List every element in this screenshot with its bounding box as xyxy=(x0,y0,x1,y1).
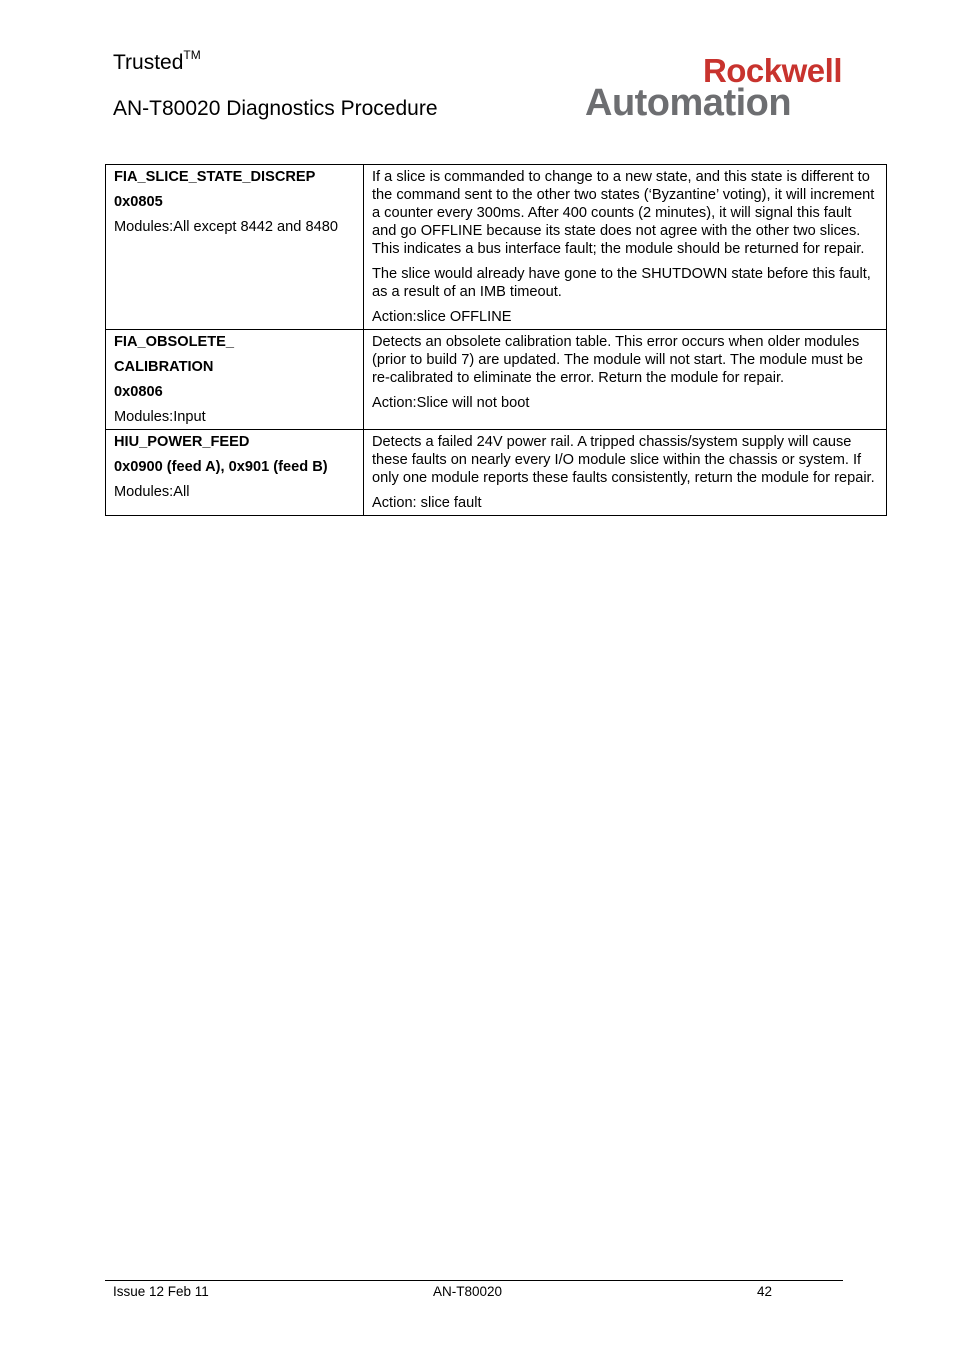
fault-action: Action: slice fault xyxy=(372,495,482,511)
footer-issue: Issue 12 Feb 11 xyxy=(113,1284,209,1299)
table-row xyxy=(106,165,887,330)
fault-code-cell xyxy=(106,165,364,330)
fault-name: HIU_POWER_FEED xyxy=(114,434,250,450)
fault-action: Action:slice OFFLINE xyxy=(372,309,512,325)
fault-description-paragraph: If a slice is commanded to change to a new state, and this state is different to the command sent to the other two states (‘Byzantine’ voting), it will increment a counter every 300ms. After 400 counts (2 minutes), it will signal this fault and go OFFLINE because its state does not agree with the other two slices. This indicates a bus interface fault; the module should be returned for repair. xyxy=(372,169,875,257)
table-row xyxy=(106,430,887,516)
fault-name: FIA_OBSOLETE_ xyxy=(114,334,235,350)
footer-document-id: AN-T80020 xyxy=(433,1284,503,1299)
fault-modules: Modules:All except 8442 and 8480 xyxy=(114,219,338,235)
fault-modules: Modules:Input xyxy=(114,409,206,425)
document-title xyxy=(113,50,201,76)
footer-page-number: 42 xyxy=(757,1284,773,1299)
fault-description-cell xyxy=(364,330,887,430)
fault-action: Action:Slice will not boot xyxy=(372,395,530,411)
fault-code: 0x0805 xyxy=(114,194,163,210)
logo-automation-text: Automation xyxy=(585,82,792,124)
fault-description-cell xyxy=(364,165,887,330)
fault-code-cell xyxy=(106,430,364,516)
fault-description-paragraph: The slice would already have gone to the SHUTDOWN state before this fault, as a result of an IMB timeout. xyxy=(372,266,871,300)
document-title-text: Trusted xyxy=(113,51,184,74)
fault-code: 0x0806 xyxy=(114,384,163,400)
logo-rockwell-text: Rockwell xyxy=(702,51,842,90)
fault-name-continued: CALIBRATION xyxy=(114,359,214,375)
fault-description-paragraph: Detects an obsolete calibration table. This error occurs when older modules (prior to build 7) are updated. The module will not start. The module must be re-calibrated to eliminate the error. Return the module for repair. xyxy=(372,334,864,386)
fault-code: 0x0900 (feed A), 0x901 (feed B) xyxy=(114,459,328,475)
document-subtitle: AN-T80020 Diagnostics Procedure xyxy=(113,97,438,120)
fault-name: FIA_SLICE_STATE_DISCREP xyxy=(114,169,316,185)
rockwell-automation-logo xyxy=(585,51,845,124)
fault-modules: Modules:All xyxy=(114,484,190,500)
trademark-superscript: TM xyxy=(183,48,201,62)
footer-divider xyxy=(105,1280,843,1281)
fault-code-cell xyxy=(106,330,364,430)
fault-code-table xyxy=(105,164,887,516)
fault-description-cell xyxy=(364,430,887,516)
fault-description-paragraph: Detects a failed 24V power rail. A tripped chassis/system supply will cause these faults on nearly every I/O module slice within the chassis or system. If only one module reports these faults consistently, return the module for repair. xyxy=(372,434,875,486)
table-row xyxy=(106,330,887,430)
